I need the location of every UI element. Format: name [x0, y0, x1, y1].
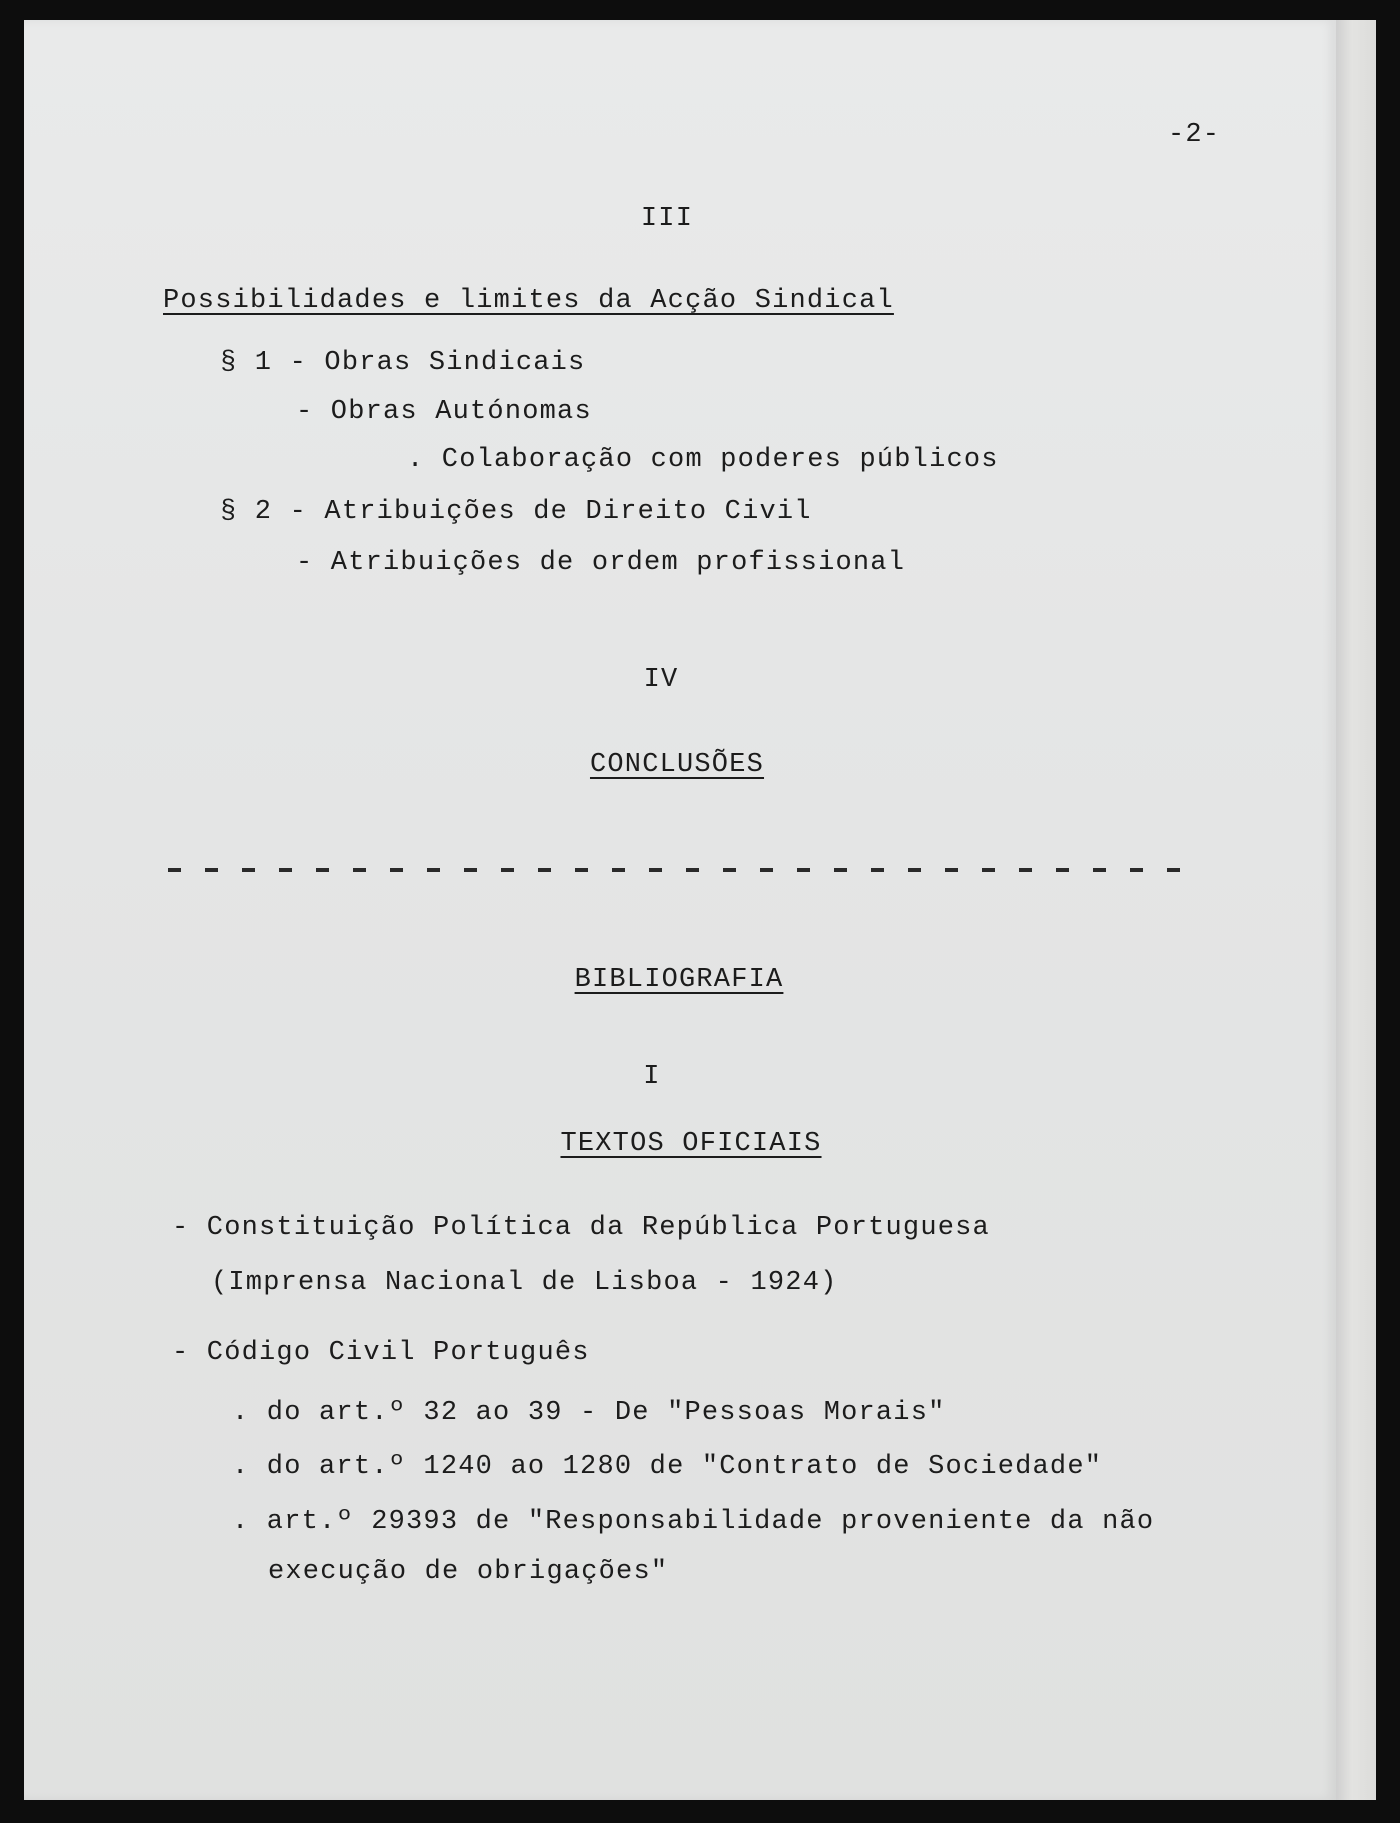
dashed-separator — [168, 868, 1203, 872]
bibliography-entry: . do art.º 1240 ao 1280 de "Contrato de Sociedade" — [232, 1452, 1103, 1482]
section-iv-title: CONCLUSÕES — [589, 750, 765, 780]
outline-item: - Obras Autónomas — [296, 397, 592, 427]
section-iii-title: Possibilidades e limites da Acção Sindical — [163, 286, 894, 316]
outline-item: § 2 - Atribuições de Direito Civil — [220, 497, 812, 527]
page-number: -2- — [1168, 120, 1221, 150]
bibliography-entry: . art.º 29393 de "Responsabilidade proveniente da não — [232, 1507, 1155, 1537]
bibliography-part-numeral: I — [643, 1062, 661, 1092]
page-edge — [1336, 20, 1376, 1800]
bibliography-entry: . do art.º 32 ao 39 - De "Pessoas Morais" — [232, 1398, 946, 1428]
outline-item: § 1 - Obras Sindicais — [220, 348, 586, 378]
bibliography-entry: - Código Civil Português — [172, 1338, 590, 1368]
section-iv-numeral: IV — [643, 665, 679, 695]
bibliography-heading: BIBLIOGRAFIA — [574, 965, 784, 995]
outline-item: - Atribuições de ordem profissional — [296, 548, 906, 578]
bibliography-entry: execução de obrigações" — [268, 1557, 669, 1587]
bibliography-part-title: TEXTOS OFICIAIS — [560, 1129, 822, 1159]
outline-item: . Colaboração com poderes públicos — [407, 445, 999, 475]
bibliography-entry: - Constituição Política da República Portuguesa — [172, 1213, 990, 1243]
section-iii-numeral: III — [640, 204, 694, 234]
bibliography-entry: (Imprensa Nacional de Lisboa - 1924) — [211, 1268, 838, 1298]
